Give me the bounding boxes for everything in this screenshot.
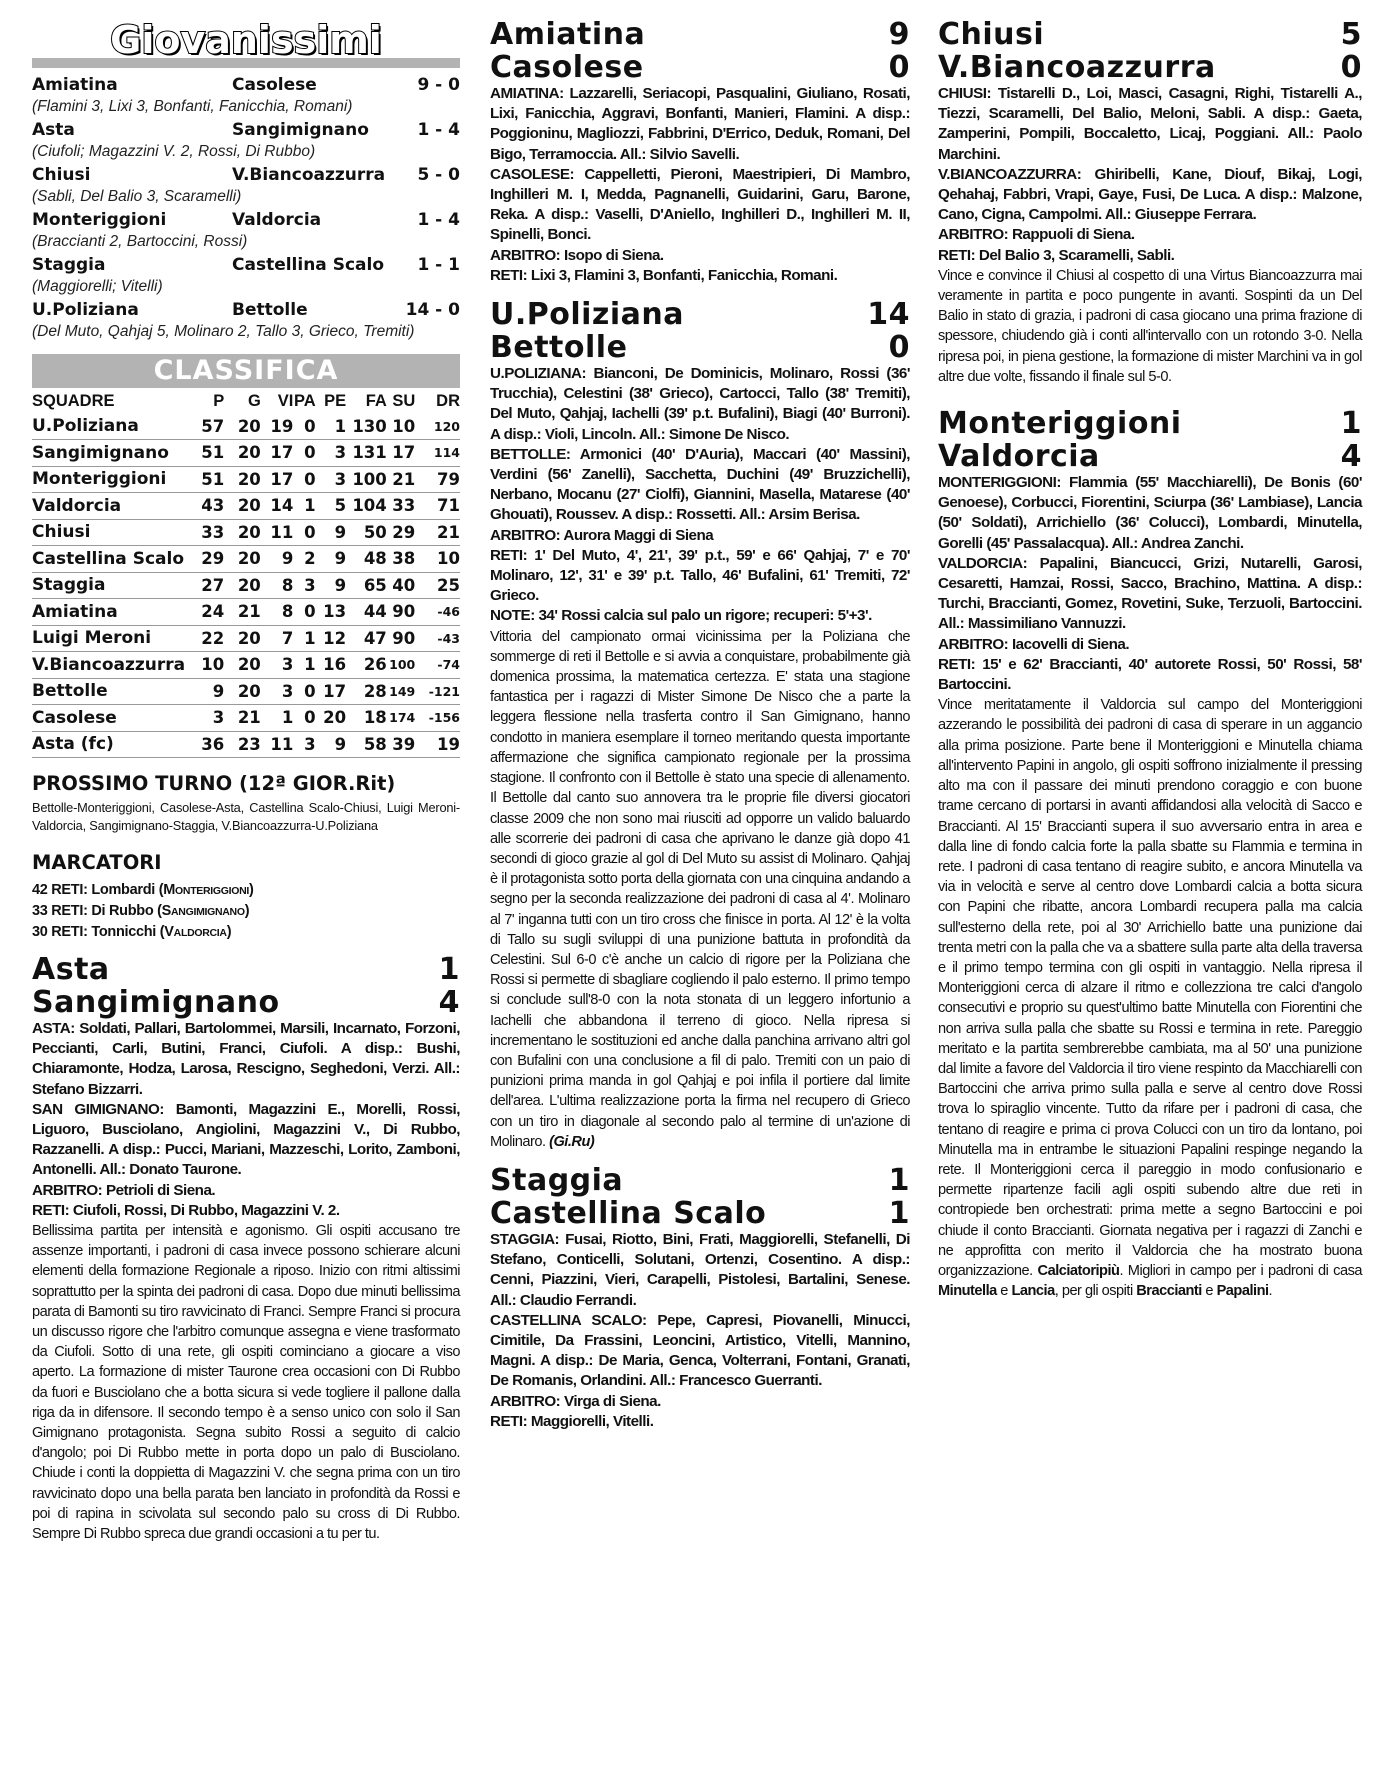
team-goals: 9 [888, 17, 910, 52]
col-header: VI [277, 392, 294, 410]
match-report: Bellissima partita per intensità e agonismo. Gli ospiti accusano tre assenze importanti, i padroni di casa invece possono schierare alcuni elementi della formazione Regionale a riposo. Inizio con ritmi altissimi soprattutto per la spinta dei padroni di casa. Dopo due minuti bellissima parata di Bamonti su tiro ravvicinato di Franci. Sempre Franci si procura un discusso rigore che l'arbitro comunque assegna e viene trasformato da Ciufoli. Sotto di una rete, gli ospiti cominciano a giocare a viso aperto. La formazione di mister Taurone crea occasioni con Di Rubbo da fuori e Busciolano che a botta sicura si vede togliere il pallone dalla riga da in difensore. Il secondo tempo è a senso unico con solo il San Gimignano protagonista. Segna subito Rossi a seguito di calcio d'angolo; poi Di Rubbo mette in porta dopo un palo di Busciolano. Chiude i conti la doppietta di Magazzini V. che segna prima con un tiro ravvicinato dopo una bella parata ben lanciato in profondità da Rossi e poi di rapina in scivolata sul secondo palo su cross di Di Rubbo. Sempre Di Rubbo spreca due grandi occasioni a tu per tu. [32, 1223, 460, 1543]
team-goals: 0 [888, 50, 910, 85]
stat-cell: 13 [316, 599, 346, 626]
result-scorers: (Braccianti 2, Bartoccini, Rossi) [32, 233, 248, 250]
stat-cell: 1 [293, 652, 315, 679]
col-header: PA [293, 392, 316, 410]
stat-cell: -43 [415, 625, 460, 652]
stat-cell: 90 [387, 599, 415, 626]
result-away: Sangimignano [232, 120, 369, 140]
result-away: Valdorcia [232, 210, 322, 230]
results-list [32, 74, 460, 342]
referee: ARBITRO: Iacovelli di Siena. [938, 635, 1130, 653]
result-home: Staggia [32, 255, 106, 275]
team-name: Bettolle [490, 330, 628, 366]
stat-cell: 16 [316, 652, 346, 679]
report-text: . [1268, 1283, 1273, 1300]
result-row [32, 164, 460, 186]
team-name-cell: Bettolle [32, 678, 188, 705]
stat-cell: 0 [293, 678, 315, 705]
lineup-home: U.POLIZIANA: Bianconi, De Dominicis, Molinaro, Rossi (36' Trucchia), Celestini (38' Grieco), Cartocci, Tallo (38' Tremiti), Del Muto, Qahjaj, Iachelli (39' p.t. Bufalini), Biagi (40' Burroni). A disp.: Violi, Lincoln. All.: Simone De Nisco. [490, 365, 910, 443]
report-text: Vittoria del campionato ormai vicinissima per la Poliziana che sommerge di reti il Bettolle e si avvia a conquistare, probabilmente già domenica prossima, la matematica certezza. E' stata una stagione fantastica per i ragazzi di Mister Simone De Nisco che a parte la leggera flessione nella trasferta contro il San Gimignano, hanno condotto in maniera esemplare il torneo meritando questa importante affermazione che significa campionato regionale per la prossima stagione. Il confronto con il Bettolle è stato una specie di allenamento. Il Bettolle dal canto suo annovera tra le proprie file diversi giocatori classe 2009 che non sono mai riusciti ad opporre un valido baluardo alle scorrerie dei padroni di casa che aprivano le danze già dopo 41 secondi di gioco grazie al gol di Del Muto su assist di Molinaro. Qahjaj è il protagonista sotto porta della giornata con una cinquina andando a segno per la seconda realizzazione dei padroni di casa al 4'. Molinaro al 7' inganna tutti con un tiro cross che finisce in porta. Al 12' è la volta di Tallo su sugli sviluppi di una punizione battuta in profondità da Celestini. Sul 6-0 c'è anche un calcio di rigore per la Poliziana che Rossi si permette di sbagliare cogliendo il palo esterno. Il primo tempo si conclude sull'8-0 con la nota stonata di un leggero infortunio a Iachelli che abbandona il terreno di gioco. Nella ripresa si incrementano le sostituzioni ed anche dalla panchina arrivano altri gol con Bufalini con una conclusione a fil di palo. Tremiti con un paio di punizioni prima manda in gol Qahjaj e poi infila il portiere dal limite dell'area. L'ultima realizzazione porta la firma nel recupero di Grieco con un tiro in diagonale al secondo palo al termine di un'azione di Molinaro. [490, 628, 910, 1150]
team-goals: 4 [438, 985, 460, 1020]
stat-cell: 0 [293, 705, 315, 732]
referee: ARBITRO: Isopo di Siena. [490, 246, 664, 264]
scorer-close: ) [249, 882, 254, 898]
lineup-away: CASOLESE: Cappelletti, Pieroni, Maestripieri, Di Mambro, Inghilleri M. I, Medda, Pagnanelli, Guidarini, Garu, Barone, Reka. A disp.: Vaselli, D'Aniello, Inghilleri D., Inghilleri M. II, Spinelli, Bonci. [490, 165, 910, 244]
stat-cell: 19 [415, 731, 460, 758]
stat-cell: 17 [316, 678, 346, 705]
result-score: 14 - 0 [405, 300, 460, 320]
stat-cell: 20 [224, 652, 261, 679]
stat-cell: 100 [346, 466, 387, 493]
stat-cell: 1 [261, 705, 294, 732]
stat-cell: 20 [224, 440, 261, 467]
result-away: Casolese [232, 75, 317, 95]
result-home: Chiusi [32, 165, 91, 185]
standings-row [32, 652, 460, 679]
team-goals: 14 [867, 297, 910, 333]
lineup-home: AMIATINA: Lazzarelli, Seriacopi, Pasqualini, Giuliano, Rosati, Lixi, Fanicchia, Aggravi, Bonfanti, Manieri, Flamini. A disp.: Poggioninu, Magliozzi, Fabbrini, D'Errico, Deduk, Romani, Del Bigo, Terramoccia. All.: Silvio Savelli. [490, 85, 910, 163]
stat-cell: 3 [188, 705, 225, 732]
stat-cell: 2 [293, 546, 315, 573]
stat-cell: 58 [346, 731, 387, 758]
goals: RETI: Del Balio 3, Scaramelli, Sabli. [938, 246, 1175, 264]
stat-cell: 130 [346, 413, 387, 440]
match-away [490, 1197, 910, 1230]
column-middle [490, 18, 910, 1432]
stat-cell: 104 [346, 493, 387, 520]
match-home [32, 953, 460, 986]
stat-cell: 39 [387, 731, 415, 758]
stat-cell: 8 [261, 599, 294, 626]
team-name: Monteriggioni [938, 406, 1182, 442]
stat-cell: 21 [224, 599, 261, 626]
referee: ARBITRO: Aurora Maggi di Siena [490, 526, 714, 544]
stat-cell: 71 [415, 493, 460, 520]
standings-header-row [32, 388, 460, 413]
match-away [490, 51, 910, 84]
match-home [490, 298, 910, 331]
stat-cell: 120 [415, 413, 460, 440]
scorer-text: 30 RETI: Tonnicchi (V [32, 924, 174, 940]
stat-cell: 19 [261, 413, 294, 440]
result-row [32, 299, 460, 321]
stat-cell: 14 [261, 493, 294, 520]
standings-row [32, 625, 460, 652]
stat-cell: 1 [293, 625, 315, 652]
stat-cell: 28 [346, 678, 387, 705]
result-home: Monteriggioni [32, 210, 167, 230]
goals: RETI: Lixi 3, Flamini 3, Bonfanti, Fanicchia, Romani. [490, 266, 838, 284]
stat-cell: 1 [293, 493, 315, 520]
result-scorers: (Del Muto, Qahjaj 5, Molinaro 2, Tallo 3, Grieco, Tremiti) [32, 323, 415, 340]
team-goals: 1 [438, 952, 460, 987]
result-home: Asta [32, 120, 75, 140]
stat-cell: 20 [224, 678, 261, 705]
team-name: Castellina Scalo [490, 1195, 767, 1231]
referee: ARBITRO: Virga di Siena. [490, 1392, 661, 1410]
scorer-close: ) [244, 903, 250, 919]
col-header: SQUADRE [32, 392, 115, 410]
stat-cell: 20 [224, 519, 261, 546]
lineup-away: BETTOLLE: Armonici (40' D'Auria), Maccari (40' Massini), Verdini (56' Zanelli), Sacchetta, Duchini (49' Bruzzichelli), Nerbano, Mocanu (27' Ciolfi), Giannini, Masella, Matarese (40' Ghouati), Roussev. A disp.: Rossetti. All.: Arsim Berisa. [490, 445, 910, 524]
report-text: e [996, 1283, 1012, 1300]
team-goals: 4 [1340, 439, 1362, 475]
stat-cell: 24 [188, 599, 225, 626]
stat-cell: 51 [188, 440, 225, 467]
scorers-title: MARCATORI [32, 851, 162, 874]
stat-cell: -46 [415, 599, 460, 626]
stat-cell: 26 [346, 652, 387, 679]
match-away [32, 986, 460, 1019]
stat-cell: 7 [261, 625, 294, 652]
standings-row [32, 519, 460, 546]
team-goals: 1 [888, 1195, 910, 1231]
lineup-home: CHIUSI: Tistarelli D., Loi, Masci, Casagni, Righi, Tistarelli A., Tiezzi, Scaramelli, Del Balio, Meloni, Sabli. A disp.: Gaeta, Zamperini, Pompili, Boccaletto, Licaj, Poggiani. All.: Paolo Marchini. [938, 85, 1362, 163]
scorer-team: ALDORCIA [173, 927, 227, 939]
team-name: Sangimignano [32, 985, 280, 1020]
stat-cell: 21 [224, 705, 261, 732]
team-name-cell: U.Poliziana [32, 413, 188, 440]
stat-cell: 10 [415, 546, 460, 573]
stat-cell: 20 [224, 493, 261, 520]
standings-row [32, 546, 460, 573]
stat-cell: 50 [346, 519, 387, 546]
stat-cell: 5 [316, 493, 346, 520]
stat-cell: 9 [316, 546, 346, 573]
section-title: Giovanissimi [110, 18, 382, 62]
scorer-text: 33 RETI: Di Rubbo (S [32, 903, 172, 919]
result-scorers: (Flamini 3, Lixi 3, Bonfanti, Fanicchia, Romani) [32, 98, 353, 115]
stat-cell: 33 [387, 493, 415, 520]
stat-cell: 20 [316, 705, 346, 732]
team-name: Amiatina [490, 17, 646, 52]
stat-cell: 11 [261, 731, 294, 758]
standings-row [32, 678, 460, 705]
col-header: SU [392, 392, 416, 410]
report-bold: Calciatoripiù [1037, 1262, 1120, 1279]
stat-cell: 0 [293, 413, 315, 440]
stat-cell: 10 [188, 652, 225, 679]
stat-cell: 18 [346, 705, 387, 732]
report-bold: Minutella [938, 1283, 997, 1300]
match-home [938, 407, 1362, 440]
stat-cell: 8 [261, 572, 294, 599]
stat-cell: 40 [387, 572, 415, 599]
result-score: 1 - 1 [417, 255, 460, 275]
standings-row [32, 572, 460, 599]
stat-cell: 43 [188, 493, 225, 520]
col-header: G [247, 392, 261, 410]
team-name-cell: Asta (fc) [32, 731, 188, 758]
match-report [490, 627, 910, 1152]
stat-cell: 36 [188, 731, 225, 758]
match-note: NOTE: 34' Rossi calcia sul palo un rigore; recuperi: 5'+3'. [490, 607, 872, 625]
stat-cell: 65 [346, 572, 387, 599]
stat-cell: 149 [387, 678, 415, 705]
result-row [32, 74, 460, 96]
lineup-home: STAGGIA: Fusai, Riotto, Bini, Frati, Maggiorelli, Stefanelli, Di Stefano, Conticelli, Solutani, Ortenzi, Cosentino. A disp.: Cenni, Piazzini, Vieri, Carapelli, Pistolesi, Bartalini, Senese. All.: Claudio Ferrandi. [490, 1230, 910, 1309]
stat-cell: 174 [387, 705, 415, 732]
standings-row [32, 413, 460, 440]
result-row [32, 254, 460, 276]
stat-cell: 21 [415, 519, 460, 546]
standings-table [32, 388, 460, 758]
stat-cell: 23 [224, 731, 261, 758]
stat-cell: 11 [261, 519, 294, 546]
report-bold: Papalini [1216, 1283, 1269, 1300]
report-text: e [1201, 1283, 1217, 1300]
lineup-away: V.BIANCOAZZURRA: Ghiribelli, Kane, Diouf, Bikaj, Logi, Qehahaj, Fabbri, Vrapi, Gaye, Fusi, De Luca. A disp.: Malzone, Cano, Cigna, Campolmi. All.: Giuseppe Ferrara. [938, 165, 1362, 224]
lineup-home: ASTA: Soldati, Pallari, Bartolommei, Marsili, Incarnato, Forzoni, Peccianti, Carli, Butini, Franci, Ciufoli. A disp.: Bushi, Chiaramonte, Hodza, Larosa, Rescigno, Seghedoni, Verzi. All.: Stefano Bizzarri. [32, 1020, 460, 1098]
stat-cell: 21 [387, 466, 415, 493]
match-away [938, 440, 1362, 473]
stat-cell: 27 [188, 572, 225, 599]
standings-title: CLASSIFICA [32, 354, 460, 388]
team-name-cell: Staggia [32, 572, 188, 599]
scorer-team: ONTERIGGIONI [175, 885, 250, 897]
match-home [490, 1164, 910, 1197]
report-signature: (Gi.Ru) [549, 1133, 595, 1150]
stat-cell: 12 [316, 625, 346, 652]
col-header: FA [365, 392, 387, 410]
stat-cell: 79 [415, 466, 460, 493]
stat-cell: 47 [346, 625, 387, 652]
scorer-close: ) [226, 924, 232, 940]
result-away: Bettolle [232, 300, 308, 320]
stat-cell: 1 [316, 413, 346, 440]
standings-row [32, 493, 460, 520]
team-name-cell: Castellina Scalo [32, 546, 188, 573]
team-goals: 0 [888, 330, 910, 366]
stat-cell: 25 [415, 572, 460, 599]
stat-cell: 20 [224, 625, 261, 652]
team-goals: 1 [1340, 406, 1362, 442]
stat-cell: 9 [261, 546, 294, 573]
team-goals: 0 [1340, 50, 1362, 85]
result-score: 1 - 4 [417, 210, 460, 230]
report-text: , per gli ospiti [1054, 1283, 1137, 1300]
result-score: 9 - 0 [417, 75, 460, 95]
result-row [32, 209, 460, 231]
col-header: DR [436, 392, 460, 410]
stat-cell: 57 [188, 413, 225, 440]
scorer-text: 42 RETI: Lombardi (M [32, 882, 176, 898]
scorer-line [32, 880, 460, 901]
result-away: Castellina Scalo [232, 255, 384, 275]
team-name-cell: Luigi Meroni [32, 625, 188, 652]
stat-cell: 29 [387, 519, 415, 546]
scorer-team: ANGIMIGNANO [171, 906, 245, 918]
team-name: Chiusi [938, 17, 1045, 52]
stat-cell: 17 [261, 440, 294, 467]
col-header: PE [324, 392, 347, 410]
stat-cell: 0 [293, 599, 315, 626]
team-name-cell: Valdorcia [32, 493, 188, 520]
team-goals: 5 [1340, 17, 1362, 52]
team-name-cell: V.Biancoazzurra [32, 652, 188, 679]
stat-cell: -74 [415, 652, 460, 679]
match-report [938, 695, 1362, 1301]
next-round-title: PROSSIMO TURNO (12ª GIOR.Rit) [32, 772, 396, 795]
report-text: . Migliori in campo per i padroni di casa [1119, 1262, 1362, 1279]
stat-cell: 51 [188, 466, 225, 493]
standings-row [32, 705, 460, 732]
stat-cell: 114 [415, 440, 460, 467]
scorer-line [32, 901, 460, 922]
report-bold: Lancia [1011, 1283, 1055, 1300]
stat-cell: 3 [261, 652, 294, 679]
goals: RETI: Maggiorelli, Vitelli. [490, 1412, 654, 1430]
result-score: 5 - 0 [417, 165, 460, 185]
lineup-home: MONTERIGGIONI: Flammia (55' Macchiarelli), De Bonis (60' Genoese), Corbucci, Fiorentini, Sciurpa (36' Lambiase), Lancia (50' Soldati), Arrichiello (36' Colucci), Lombardi, Minutella, Gorelli (45' Passalacqua). All.: Andrea Zanchi. [938, 474, 1362, 552]
stat-cell: 44 [346, 599, 387, 626]
team-name-cell: Sangimignano [32, 440, 188, 467]
stat-cell: 100 [387, 652, 415, 679]
team-name: Staggia [490, 1162, 624, 1198]
result-home: Amiatina [32, 75, 118, 95]
stat-cell: 20 [224, 413, 261, 440]
result-home: U.Poliziana [32, 300, 139, 320]
team-name-cell: Monteriggioni [32, 466, 188, 493]
result-scorers: (Ciufoli; Magazzini V. 2, Rossi, Di Rubbo) [32, 143, 316, 160]
stat-cell: 38 [387, 546, 415, 573]
column-left [32, 18, 460, 1544]
team-goals: 1 [888, 1162, 910, 1198]
stat-cell: 17 [261, 466, 294, 493]
stat-cell: 17 [387, 440, 415, 467]
stat-cell: 0 [293, 440, 315, 467]
team-name: Valdorcia [938, 439, 1100, 475]
stat-cell: 20 [224, 466, 261, 493]
goals: RETI: Ciufoli, Rossi, Di Rubbo, Magazzini V. 2. [32, 1201, 340, 1219]
match-away [938, 51, 1362, 84]
result-scorers: (Maggiorelli; Vitelli) [32, 278, 163, 295]
stat-cell: 9 [316, 572, 346, 599]
lineup-away: VALDORCIA: Papalini, Biancucci, Grizi, Nutarelli, Garosi, Cesaretti, Hamzai, Rossi, Sacco, Brachino, Mattina. A disp.: Turchi, Braccianti, Gomez, Rovetini, Suke, Terzuoli, Bartoccini. All.: Massimiliano Vannuzzi. [938, 554, 1362, 633]
stat-cell: 9 [188, 678, 225, 705]
stat-cell: -156 [415, 705, 460, 732]
standings-row [32, 599, 460, 626]
stat-cell: 9 [316, 519, 346, 546]
stat-cell: 33 [188, 519, 225, 546]
stat-cell: 29 [188, 546, 225, 573]
stat-cell: 3 [293, 572, 315, 599]
stat-cell: 3 [316, 440, 346, 467]
goals: RETI: 1' Del Muto, 4', 21', 39' p.t., 59' e 66' Qahjaj, 7' e 70' Molinaro, 12', 31' e 39' p.t. Tallo, 46' Bufalini, 61' Tremiti, 72' Grieco. [490, 546, 910, 605]
stat-cell: 3 [261, 678, 294, 705]
team-name: Casolese [490, 50, 644, 85]
stat-cell: -121 [415, 678, 460, 705]
stat-cell: 20 [224, 546, 261, 573]
team-name-cell: Amiatina [32, 599, 188, 626]
stat-cell: 0 [293, 466, 315, 493]
report-bold: Braccianti [1136, 1283, 1202, 1300]
stat-cell: 10 [387, 413, 415, 440]
stat-cell: 22 [188, 625, 225, 652]
result-score: 1 - 4 [417, 120, 460, 140]
standings-row [32, 731, 460, 758]
referee: ARBITRO: Petrioli di Siena. [32, 1181, 216, 1199]
match-home [938, 18, 1362, 51]
team-name: U.Poliziana [490, 297, 685, 333]
match-report: Vince e convince il Chiusi al cospetto di una Virtus Biancoazzurra mai veramente in partita e poco pungente in avanti. Sospinti da un Del Balio in stato di grazia, i padroni di casa giocano una prima frazione di spessore, chiudendo già i conti all'intervallo con un rotondo 3-0. Nella ripresa poi, in piena gestione, la formazione di mister Marchini va in gol altre due volte, fissando il finale sul 5-0. [938, 267, 1362, 385]
lineup-away: SAN GIMIGNANO: Bamonti, Magazzini E., Morelli, Rossi, Liguoro, Busciolano, Angiolini, Magazzini V., Di Rubbo, Razzanelli. A disp.: Pucci, Mariani, Mazzeschi, Lorito, Zamboni, Antonelli. All.: Donato Taurone. [32, 1100, 460, 1179]
team-name-cell: Chiusi [32, 519, 188, 546]
standings-row [32, 440, 460, 467]
next-round-text: Bettolle-Monteriggioni, Casolese-Asta, Castellina Scalo-Chiusi, Luigi Meroni-Valdorcia, Sangimignano-Staggia, V.Biancoazzurra-U.Poliziana [32, 800, 460, 833]
report-text: Vince meritatamente il Valdorcia sul campo del Monteriggioni azzerando le possibilità dei padroni di casa di sperare in un aggancio alla prima posizione. Parte bene il Monteriggioni e Minutella chiama all'intervento Papini in angolo, gli ospiti soffrono inizialmente il pressing alto ma con il passare dei minuti prendono coraggio e con buone trame cercano di portarsi in avanti affidandosi alla velocità di Sacco e Braccianti. Al 15' Braccianti supera il suo avversario entra in area e dalla line di fondo calcia forte la palla sbatte su Flammia e termina in rete. I padroni di casa tentano di reagire subito, e ancora Minutella va via in velocità e serve al centro dove Lombardi calcia a botta sicura con Papini che ribatte, ancora Lombardi recupera palla ma calcia sull'esterno della rete, poi al 30' Arrichiello batte una punizione dai trenta metri con la palla che va a sbattere sulla parte alta della traversa e il primo tempo termina con gli ospiti in vantaggio. Nella ripresa il Monteriggioni cerca di alzare il ritmo e collezziona tre calci d'angolo consecutivi e proprio su quest'ultimo batte Minutella con Fiorentini che non arriva sulla palla che sbatte su Rossi e termina in rete. Pareggio meritato e la partita sembrerebbe cambiata, ma al 50' una punizione dal limite a favore del Valdorcia il tiro viene respinto da Macchiarelli con Bartoccini che arriva primo sulla palla e serve al centro dove Rossi trova lo spiraglio vincente. Tutto da rifare per i padroni di casa, che tentano di reagire e prima ci prova Colucci con un tiro da lontano, poi Minutella ma in entrambe le situazioni Papalini respinge negando la rete. Il Monteriggioni cerca il pareggio in modo confusionario e permette ripartenze facili agli ospiti subendo altre due reti in contropiede ben orchestrati: prima mette a segno Bartoccini e poi chiude il conto Braccianti. Giornata negativa per i ragazzi di Zanchi e ne approfitta con merito il Valdorcia che ha mostrato buona organizzazione. [938, 697, 1362, 1279]
standings-row [32, 466, 460, 493]
stat-cell: 48 [346, 546, 387, 573]
match-away [490, 331, 910, 364]
stat-cell: 9 [316, 731, 346, 758]
column-right [938, 18, 1362, 1301]
referee: ARBITRO: Rappuoli di Siena. [938, 226, 1135, 244]
scorer-line [32, 922, 460, 943]
team-name: V.Biancoazzurra [938, 50, 1216, 85]
team-name: Asta [32, 952, 110, 987]
stat-cell: 0 [293, 519, 315, 546]
stat-cell: 131 [346, 440, 387, 467]
match-home [490, 18, 910, 51]
col-header: P [213, 392, 225, 410]
stat-cell: 3 [316, 466, 346, 493]
stat-cell: 20 [224, 572, 261, 599]
result-scorers: (Sabli, Del Balio 3, Scaramelli) [32, 188, 242, 205]
result-away: V.Biancoazzurra [232, 165, 386, 185]
lineup-away: CASTELLINA SCALO: Pepe, Capresi, Piovanelli, Minucci, Cimitile, Da Frassini, Leoncini, Artistico, Vitelli, Mannino, Magni. A disp.: De Maria, Genca, Volterrani, Fontani, Granati, De Romanis, Orlandini. All.: Francesco Guerranti. [490, 1311, 910, 1390]
stat-cell: 3 [293, 731, 315, 758]
goals: RETI: 15' e 62' Braccianti, 40' autorete Rossi, 50' Rossi, 58' Bartoccini. [938, 655, 1362, 694]
team-name-cell: Casolese [32, 705, 188, 732]
stat-cell: 90 [387, 625, 415, 652]
result-row [32, 119, 460, 141]
